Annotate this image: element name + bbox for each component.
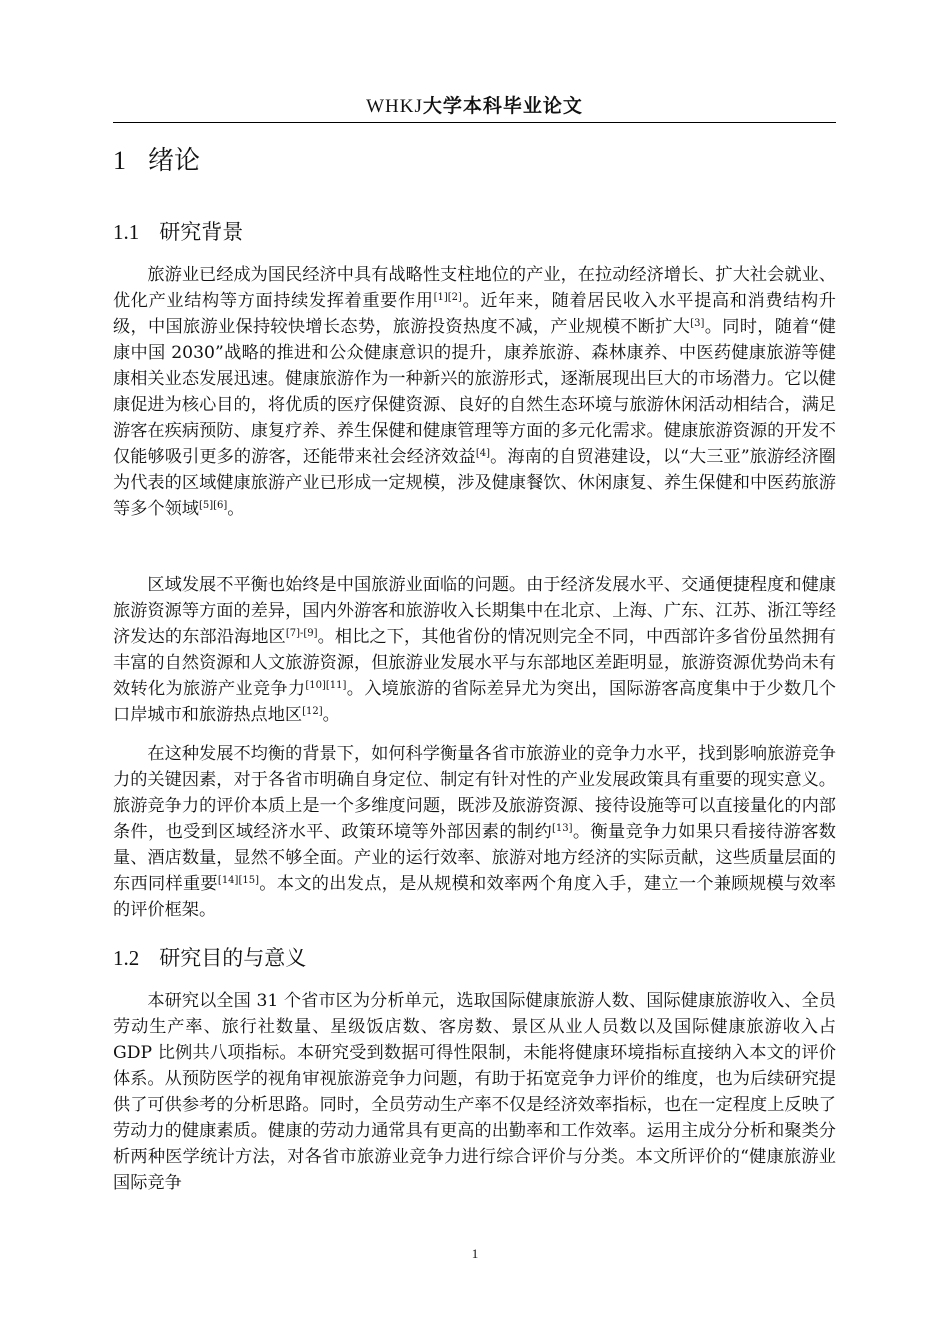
paragraph-purpose-1: 本研究以全国 31 个省市区为分析单元，选取国际健康旅游人数、国际健康旅游收入、全员劳动生产率、旅行社数量、星级饭店数、客房数、景区从业人员数以及国际健康旅游收入占 GDP 比例共八项指标。本研究受到数据可得性限制，未能将健康环境指标直接纳入本文的评价体系。从预防医学的视角审视旅游竞争力问题，有助于拓宽竞争力评价的维度，也为后续研究提供了可供参考的分析思路。同时，全员劳动生产率不仅是经济效率指标，也在一定程度上反映了劳动力的健康素质。健康的劳动力通常具有更高的出勤率和工作效率。运用主成分分析和聚类分析两种医学统计方法，对各省市旅游业竞争力进行综合评价与分类。本文所评价的“健康旅游业国际竞争 — [113, 991, 836, 1193]
section-title: 研究背景 — [159, 220, 244, 244]
chapter-heading — [113, 143, 200, 179]
section-number: 1.2 — [113, 946, 140, 970]
text-run: 。本文的出发点，是从规模和效率两个角度入手，建立一个兼顾规模与效率的评价框架。 — [113, 874, 836, 920]
chapter-title: 绪论 — [148, 146, 201, 176]
text-run: 。入境旅游的省际差异尤为突出，国际游客高度集中于少数几个口岸城市和旅游热点地区 — [113, 679, 836, 725]
citation: [5][6] — [198, 500, 228, 511]
paragraph-background-2 — [113, 572, 836, 728]
text-run: 。 — [227, 499, 245, 519]
paragraph-background-1 — [113, 262, 836, 522]
citation: [4] — [475, 448, 490, 459]
text-run: 。相比之下，其他省份的情况则完全不同，中西部许多省份虽然拥有丰富的自然资源和人文旅游资源，但旅游业发展水平与东部地区差距明显，旅游资源优势尚未有效转化为旅游产业竞争力 — [113, 627, 836, 699]
section-heading-1-2 — [113, 943, 306, 973]
section-number: 1.1 — [113, 220, 140, 244]
header-title — [366, 95, 583, 117]
citation: [1][2] — [433, 292, 462, 303]
page-number: 1 — [471, 1246, 479, 1261]
text-run: 。同时，随着“健康中国 2030”战略的推进和公众健康意识的提升，康养旅游、森林康养、中医药健康旅游等健康相关业态发展迅速。健康旅游作为一种新兴的旅游形式，逐渐展现出巨大的市场潜力。它以健康促进为核心目的，将优质的医疗保健资源、良好的自然生态环境与旅游休闲活动相结合，满足游客在疾病预防、康复疗养、养生保健和健康管理等方面的多元化需求。健康旅游资源的开发不仅能够吸引更多的游客，还能带来社会经济效益 — [113, 317, 836, 467]
text-run: 旅游业已经成为国民经济中具有战略性支柱地位的产业，在拉动经济增长、扩大社会就业、优化产业结构等方面持续发挥着重要作用 — [113, 265, 836, 311]
citation: [14][15] — [217, 875, 259, 886]
paragraph-background-3 — [113, 741, 836, 923]
header-cjk: 大学本科毕业论文 — [422, 95, 583, 117]
citation: [12] — [302, 706, 323, 717]
citation: [3] — [690, 318, 705, 329]
citation: [10][11] — [305, 680, 347, 691]
text-run: 在这种发展不均衡的背景下，如何科学衡量各省市旅游业的竞争力水平，找到影响旅游竞争力的关键因素，对于各省市明确自身定位、制定有针对性的产业发展政策具有重要的现实意义。旅游竞争力的评价本质上是一个多维度问题，既涉及旅游资源、接待设施等可以直接量化的内部条件，也受到区域经济水平、政策环境等外部因素的制约 — [113, 744, 836, 842]
text-run: 。衡量竞争力如果只看接待游客数量、酒店数量，显然不够全面。产业的运行效率、旅游对地方经济的实际贡献，这些质量层面的东西同样重要 — [113, 822, 836, 894]
citation: [7]-[9] — [285, 628, 318, 639]
section-title: 研究目的与意义 — [159, 946, 307, 970]
running-header — [113, 92, 836, 123]
text-run: 。近年来，随着居民收入水平提高和消费结构升级，中国旅游业保持较快增长态势，旅游投资热度不减，产业规模不断扩大 — [113, 291, 836, 337]
text-run: 。海南的自贸港建设，以“大三亚”旅游经济圈为代表的区域健康旅游产业已形成一定规模，涉及健康餐饮、休闲康复、养生保健和中医药旅游等多个领域 — [113, 447, 836, 519]
text-run: 区域发展不平衡也始终是中国旅游业面临的问题。由于经济发展水平、交通便捷程度和健康旅游资源等方面的差异，国内外游客和旅游收入长期集中在北京、上海、广东、江苏、浙江等经济发达的东部沿海地区 — [113, 575, 836, 647]
section-heading-1-1 — [113, 217, 243, 247]
text-run: 。 — [322, 705, 340, 725]
header-latin: WHKJ — [366, 96, 423, 117]
citation: [13] — [552, 823, 573, 834]
chapter-number: 1 — [113, 146, 126, 175]
